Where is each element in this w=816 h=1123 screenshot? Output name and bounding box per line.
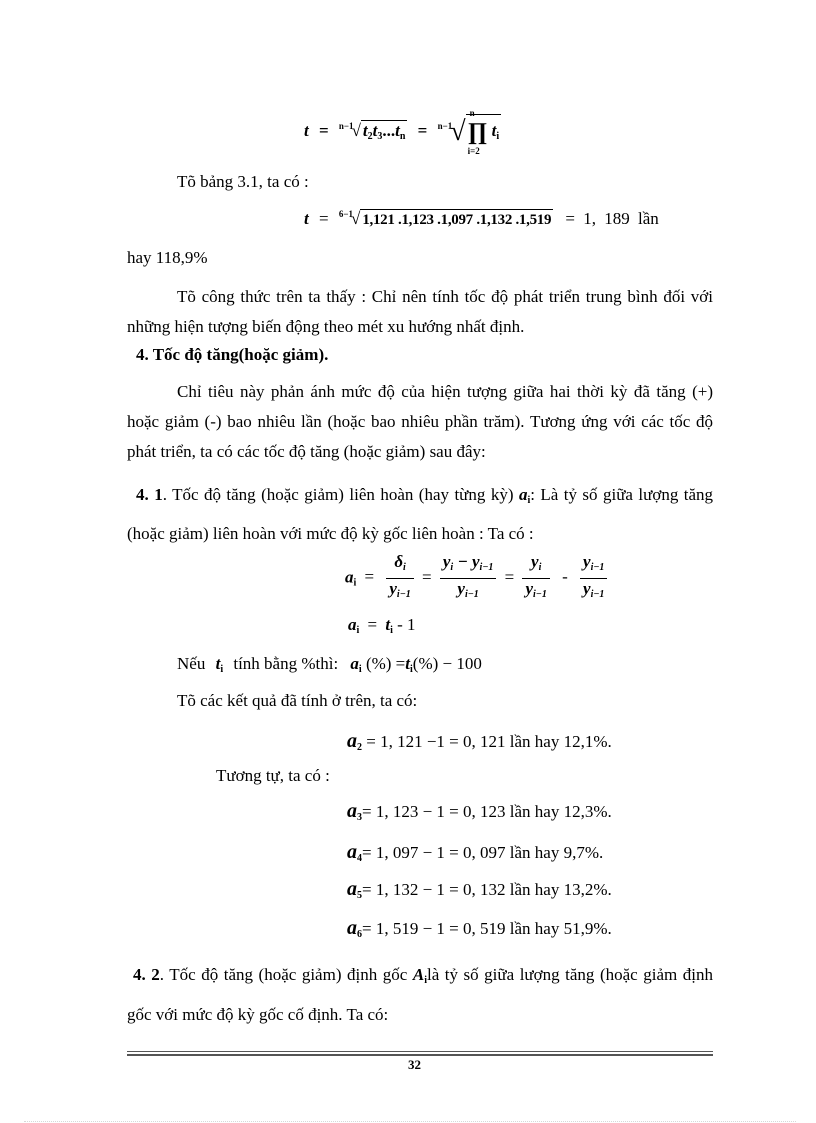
text-percent: hay 118,9% <box>127 248 208 267</box>
result-a4: $a_4= 1$, 097 − 1 = 0, 097 lần hay 9,7%. <box>347 841 604 864</box>
root-index: n−1 <box>338 121 354 131</box>
text-from-results: Tõ các kết quả đã tính ở trên, ta có: <box>177 691 418 710</box>
section-4-1: 4. 1. Tốc độ tăng (hoặc giảm) liên hoàn (hay từng kỳ) $a_i$: Là tỷ số giữa lượng tăng (hoặc giảm) liên hoàn với mức độ kỳ gốc liên hoàn : Ta có : <box>127 485 714 543</box>
formula-equals: = <box>318 121 329 140</box>
footer-rule-thick <box>127 1054 713 1056</box>
result-a3: $a_3= 1$, 123 − 1 = 0, 123 lần hay 12,3%. <box>347 800 612 823</box>
result-a5: $a_5= 1$, 132 − 1 = 0, 132 lần hay 13,2%. <box>347 878 612 901</box>
text-neu: Nếu $t_i$ tính bằng %thì: $a_i$ (%) $=t_i(\%) - 100$ <box>177 654 482 675</box>
formula-symbol: t <box>304 121 309 140</box>
page-bottom-border <box>24 1121 796 1122</box>
footer-rule-thin <box>127 1051 713 1052</box>
radicand: $t_2t_3...t_n$ <box>361 120 408 147</box>
product-expression: n ∏ i=2 $t_i$ <box>467 108 500 156</box>
paragraph-intro: Chỉ tiêu này phản ánh mức độ của hiện tượng giữa hai thời kỳ đã tăng (+) hoặc giảm (-) bao nhiêu lần (hoặc bao nhiêu phần trăm). Tương ứng với các tốc độ phát triển, ta có các tốc độ tăng (hoặc giảm) sau đây: <box>127 382 713 461</box>
page-number: 32 <box>408 1057 421 1072</box>
result-a2: $a_2 = 1$, 121 −1 = 0, 121 lần hay 12,1%. <box>347 730 612 753</box>
formula-equals-2: = <box>417 121 428 140</box>
formula-ai-definition: $a_i$ = $\frac{\delta_i}{y_{i-1}}$ = $\frac{y_i - y_{i-1}}{y_{i-1}}$ = $\frac{y_i}{y_{i-1}}$ - $\frac{y_{i-1}}{y_{i-1}}$ <box>345 552 611 592</box>
formula-ai-t: $a_i = t_i - 1$ <box>348 615 416 636</box>
paragraph-conclusion: Tõ công thức trên ta thấy : Chỉ nên tính tốc độ phát triển trung bình đối với những hiện tượng biến động theo mét xu hướng nhất định. <box>127 287 713 336</box>
formula-numeric: t = $^{6-1}$√ 1,121 .1,123 .1,097 .1,132 .1,519 = 1, 189 lần <box>304 209 659 228</box>
text-from-table: Tõ bảng 3.1, ta có : <box>177 172 309 191</box>
result-a6: $a_6= 1$, 519 − 1 = 0, 519 lần hay 51,9%. <box>347 917 612 940</box>
section-4-2: 4. 2. Tốc độ tăng (hoặc giảm) định gốc $A_ilà$ tỷ số giữa lượng tăng (hoặc giảm định gốc với mức độ kỳ gốc cố định. Ta có: <box>127 965 713 1024</box>
radical-sign: √ <box>351 121 361 140</box>
formula-mean-growth <box>304 108 501 156</box>
text-similarly: Tương tự, ta có : <box>216 766 330 785</box>
root-index-2: n−1 <box>437 121 453 131</box>
radical-sign-2: √ <box>450 116 466 147</box>
heading-4: 4. Tốc độ tăng(hoặc giảm). <box>136 345 329 364</box>
